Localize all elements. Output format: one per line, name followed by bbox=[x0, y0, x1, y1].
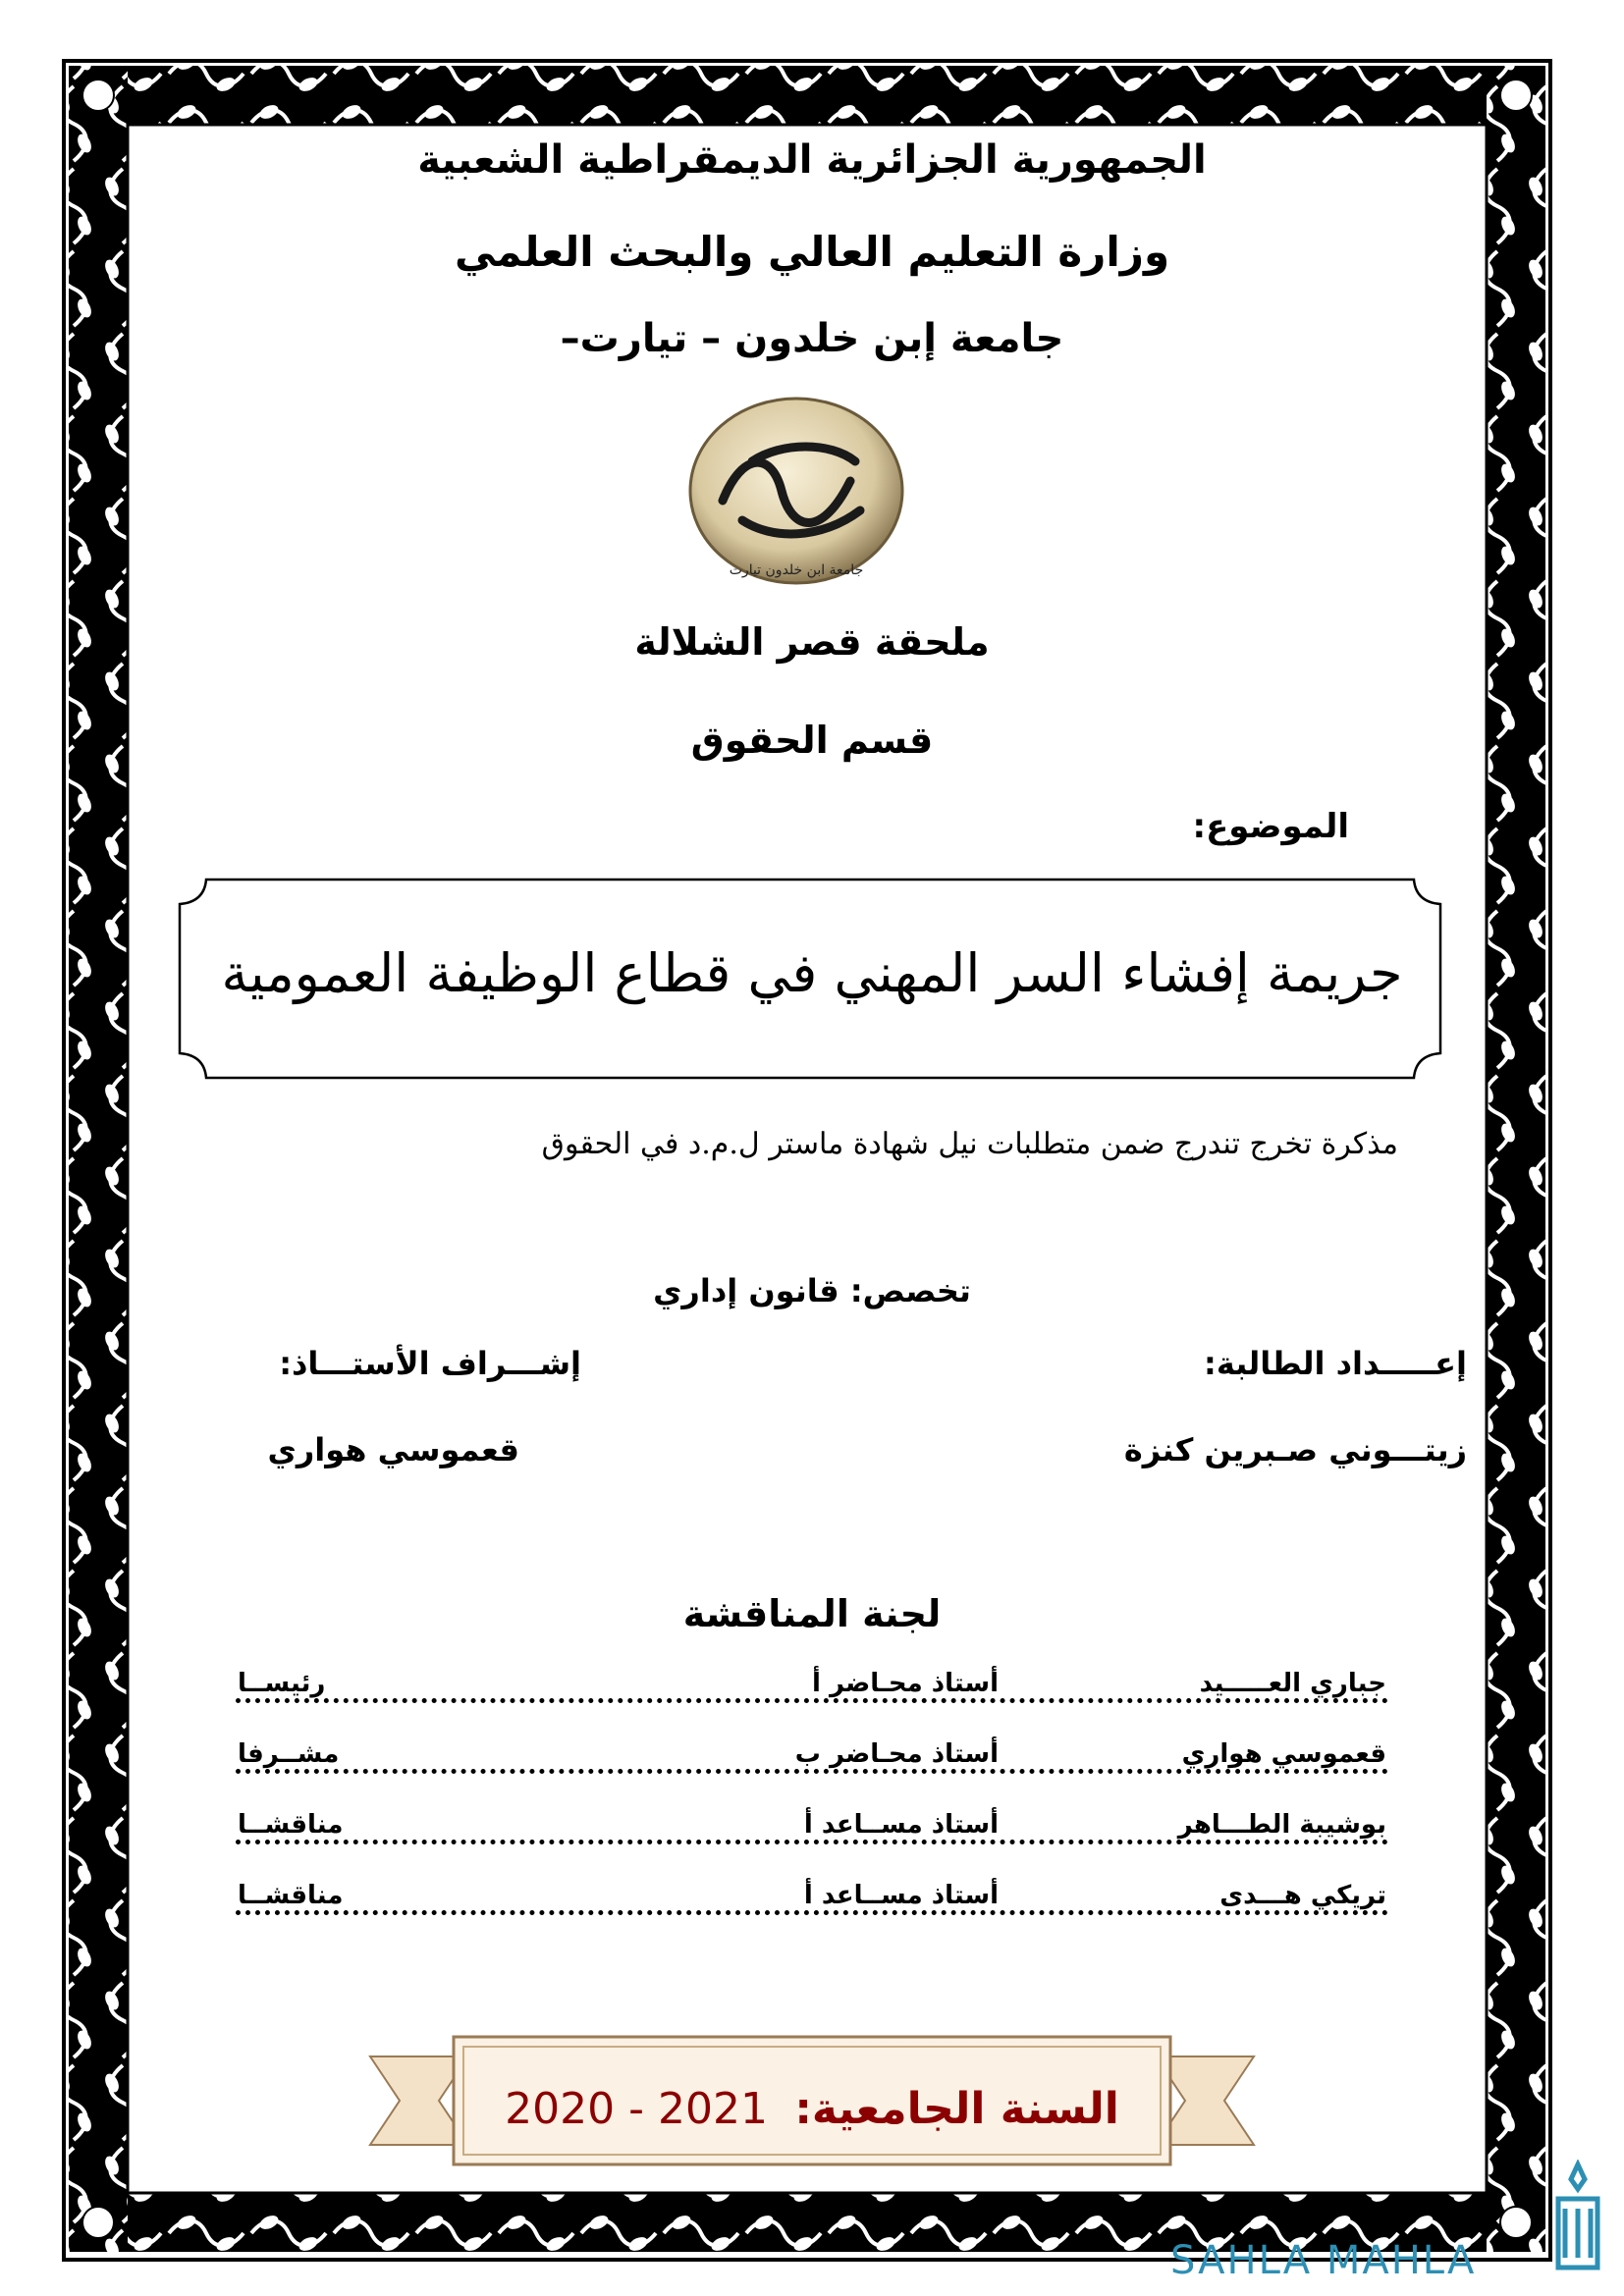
ministry-name: وزارة التعليم العالي والبحث العلمي bbox=[454, 228, 1170, 276]
committee-row bbox=[236, 1739, 1388, 1785]
annex-name: ملحقة قصر الشلالة bbox=[634, 620, 990, 664]
member-name: تريكي هـــدى bbox=[1219, 1881, 1386, 1910]
academic-year bbox=[0, 2084, 1624, 2134]
member-rank: أستاذ محـاضر ب bbox=[794, 1739, 999, 1769]
university-seal-icon bbox=[683, 393, 909, 589]
member-name: جباري العـــــيد bbox=[1199, 1669, 1386, 1698]
university-name: جامعة إبن خلدون – تيارت– bbox=[560, 316, 1064, 361]
thesis-title: جريمة إفشاء السر المهني في قطاع الوظيفة العمومية bbox=[221, 942, 1403, 1004]
thesis-subtitle: مذكرة تخرج تندرج ضمن متطلبات نيل شهادة ماستر ل.م.د في الحقوق bbox=[541, 1127, 1398, 1161]
member-role: رئيســا bbox=[238, 1669, 326, 1698]
committee-row bbox=[236, 1881, 1388, 1926]
member-role: مشــرفا bbox=[238, 1739, 340, 1769]
dotted-leader bbox=[236, 1769, 1388, 1774]
seal-text: جامعة ابن خلدون تيارت bbox=[729, 562, 864, 578]
member-rank: أستاذ محـاضر أ bbox=[812, 1669, 999, 1698]
member-rank: أستاذ مســاعد أ bbox=[803, 1881, 999, 1910]
dotted-leader bbox=[236, 1698, 1388, 1703]
supervisor-name: قعموسي هواري bbox=[267, 1431, 519, 1468]
member-role: مناقشــا bbox=[238, 1810, 344, 1840]
committee-title: لجنة المناقشة bbox=[682, 1592, 942, 1635]
member-rank: أستاذ مســاعد أ bbox=[803, 1810, 999, 1840]
supervisor-label: إشـــراف الأستـــاذ: bbox=[279, 1345, 581, 1382]
republic-name: الجمهورية الجزائرية الديمقراطية الشعبية bbox=[417, 137, 1207, 183]
watermark-text: SAHLA MAHLA bbox=[1170, 2238, 1477, 2283]
academic-year-label: السنة الجامعية: bbox=[794, 2084, 1119, 2134]
department-name: قسم الحقوق bbox=[690, 719, 934, 762]
member-name: قعموسي هواري bbox=[1181, 1739, 1386, 1769]
committee-row bbox=[236, 1810, 1388, 1855]
academic-year-value: 2020 - 2021 bbox=[505, 2084, 768, 2134]
student-label: إعـــــداد الطالبة: bbox=[1204, 1345, 1467, 1382]
member-role: مناقشــا bbox=[238, 1881, 344, 1910]
topic-label: الموضوع: bbox=[1192, 807, 1349, 846]
committee-row bbox=[236, 1669, 1388, 1714]
member-name: بوشيبة الطـــاهر bbox=[1177, 1810, 1386, 1840]
watermark-logo-icon bbox=[1543, 2160, 1612, 2277]
dotted-leader bbox=[236, 1840, 1388, 1844]
dotted-leader bbox=[236, 1910, 1388, 1915]
specialty: تخصص: قانون إداري bbox=[653, 1272, 971, 1309]
student-name: زيتـــوني صـبرين كنزة bbox=[1123, 1431, 1467, 1468]
